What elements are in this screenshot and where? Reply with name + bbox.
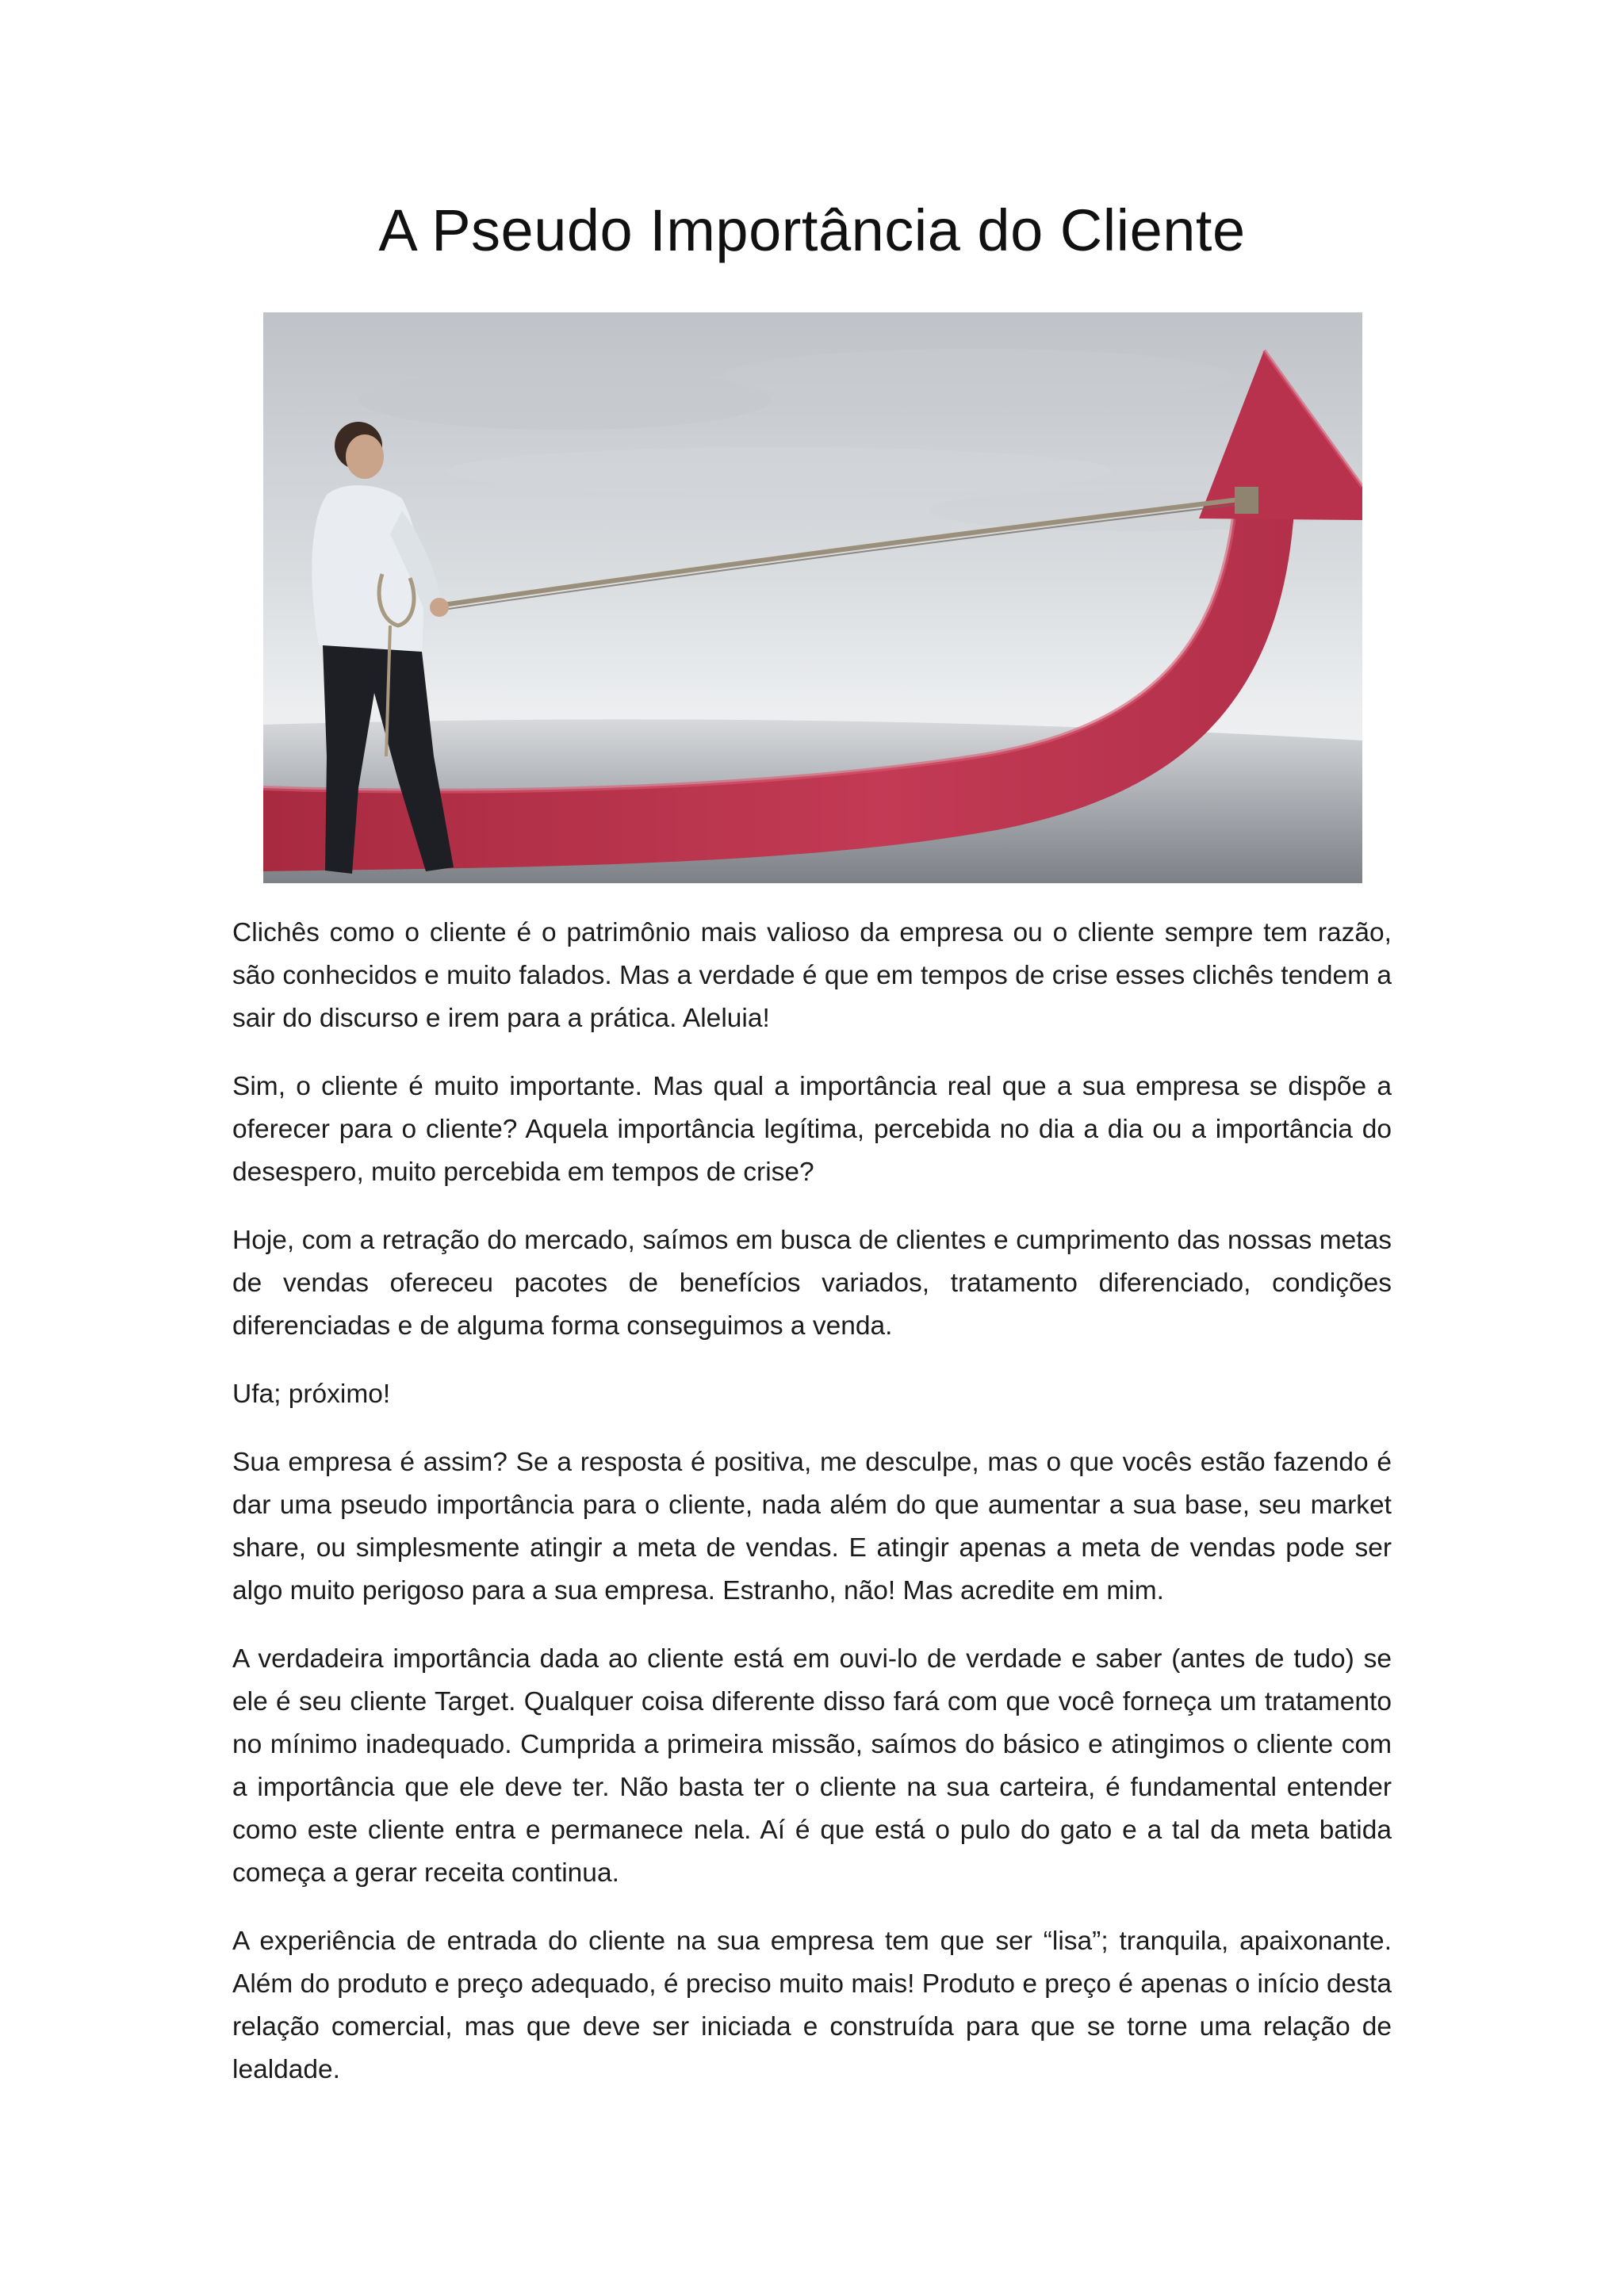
page-title: A Pseudo Importância do Cliente — [378, 197, 1246, 263]
man-pulling-red-arrow-image — [263, 312, 1362, 883]
paragraph: A verdadeira importância dada ao cliente está em ouvi-lo de verdade e saber (antes de tudo) se ele é seu cliente Target. Qualquer coisa diferente disso fará com que você forneça um tratamento no mínimo inadequado. Cumprida a primeira missão, saímos do básico e atingimos o cliente com a importância que ele deve ter. Não basta ter o cliente na sua carteira, é fundamental entender como este cliente entra e permanece nela. Aí é que está o pulo do gato e a tal da meta batida começa a gerar receita continua. — [232, 1644, 1392, 1888]
paragraph: Clichês como o cliente é o patrimônio mais valioso da empresa ou o cliente sempre tem razão, são conhecidos e muito falados. Mas a verdade é que em tempos de crise esses clichês tendem a sair do discurso e irem para a prática. Aleluia! — [232, 918, 1392, 1033]
paragraph: Ufa; próximo! — [232, 1380, 391, 1409]
paragraph: A experiência de entrada do cliente na sua empresa tem que ser “lisa”; tranquila, apaixonante. Além do produto e preço adequado, é preciso muito mais! Produto e preço é apenas o início desta relação comercial, mas que deve ser iniciada e construída para que se torne uma relação de lealdade. — [232, 1927, 1392, 2084]
paragraph: Hoje, com a retração do mercado, saímos em busca de clientes e cumprimento das nossas metas de vendas ofereceu pacotes de benefícios variados, tratamento diferenciado, condições diferenciadas e de alguma forma conseguimos a venda. — [232, 1226, 1392, 1341]
article-figure — [263, 312, 1362, 883]
paragraph: Sim, o cliente é muito importante. Mas qual a importância real que a sua empresa se dispõe a oferecer para o cliente? Aquela importância legítima, percebida no dia a dia ou a importância do desespero, muito percebida em tempos de crise? — [232, 1072, 1392, 1187]
paragraph: Sua empresa é assim? Se a resposta é positiva, me desculpe, mas o que vocês estão fazendo é dar uma pseudo importância para o cliente, nada além do que aumentar a sua base, seu market share, ou simplesmente atingir a meta de vendas. E atingir apenas a meta de vendas pode ser algo muito perigoso para a sua empresa. Estranho, não! Mas acredite em mim. — [232, 1448, 1392, 1605]
article-body — [232, 912, 1392, 2117]
